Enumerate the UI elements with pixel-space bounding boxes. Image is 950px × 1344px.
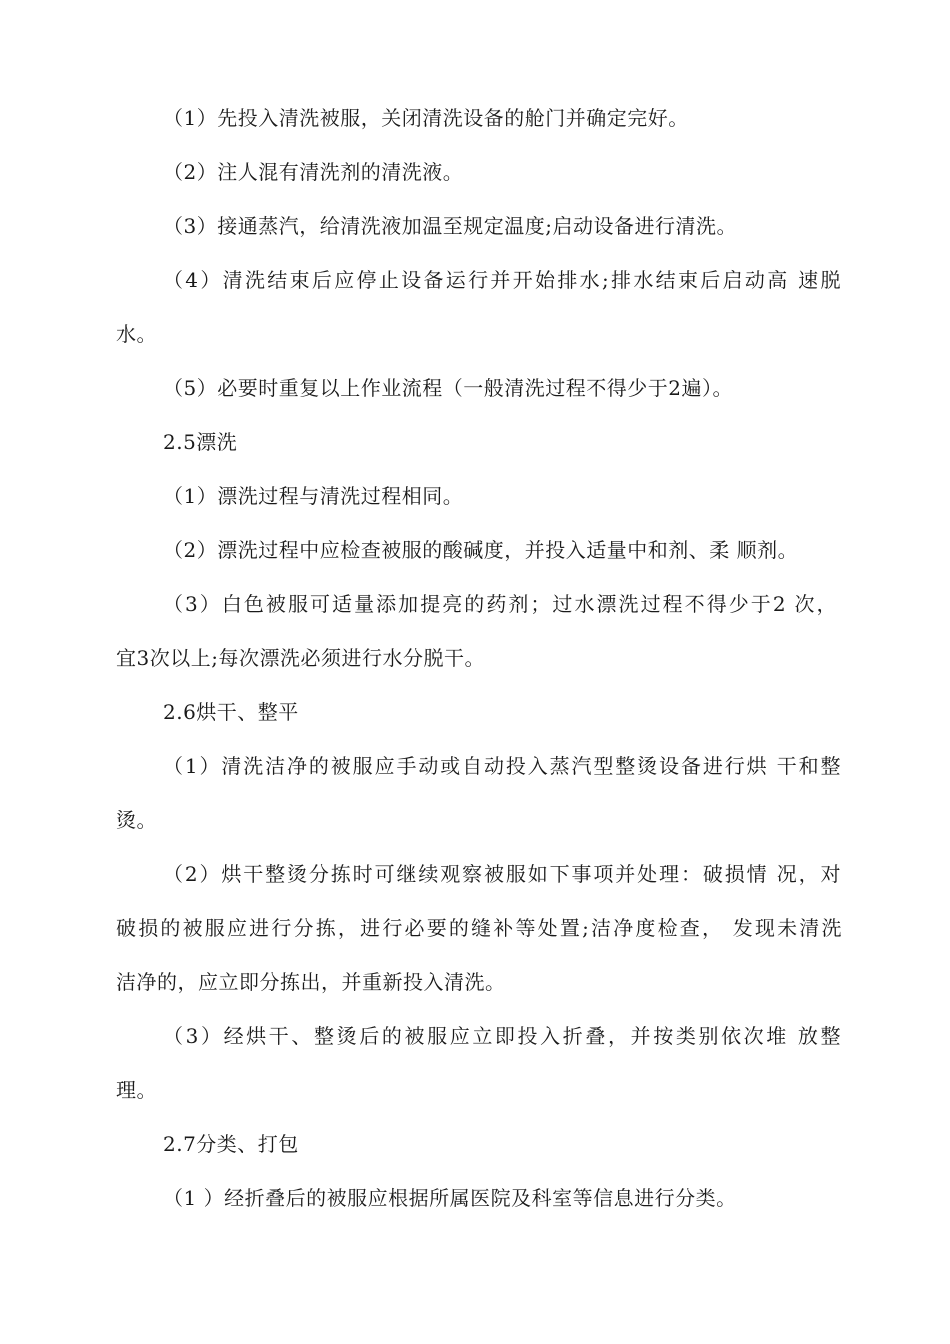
paragraph-line: （3）接通蒸汽，给清洗液加温至规定温度;启动设备进行清洗。 — [163, 214, 737, 238]
paragraph-line: 宜3次以上;每次漂洗必须进行水分脱干。 — [116, 646, 485, 670]
paragraph-line: （3）经烘干、整烫后的被服应立即投入折叠，并按类别依次堆 放整 — [163, 1024, 841, 1048]
section-heading: 2.7分类、打包 — [163, 1132, 299, 1156]
paragraph-line: 破损的被服应进行分拣，进行必要的缝补等处置;洁净度检查， 发现未清洗 — [116, 916, 842, 940]
paragraph-line: （2）注人混有清洗剂的清洗液。 — [163, 160, 464, 184]
paragraph-line: （4）清洗结束后应停止设备运行并开始排水;排水结束后启动高 速脱 — [163, 268, 841, 292]
paragraph-line: 烫。 — [116, 808, 157, 832]
paragraph-line: 理。 — [116, 1078, 157, 1102]
section-heading: 2.6烘干、整平 — [163, 700, 299, 724]
paragraph-line: 水。 — [116, 322, 157, 346]
paragraph-line: （2）烘干整烫分拣时可继续观察被服如下事项并处理：破损情 况，对 — [163, 862, 841, 886]
paragraph-line: （5）必要时重复以上作业流程（一般清洗过程不得少于2遍）。 — [163, 376, 733, 400]
paragraph-line: （1 ）经折叠后的被服应根据所属医院及科室等信息进行分类。 — [163, 1186, 737, 1210]
paragraph-line: （1）漂洗过程与清洗过程相同。 — [163, 484, 464, 508]
paragraph-line: 洁净的，应立即分拣出，并重新投入清洗。 — [116, 970, 506, 994]
paragraph-line: （2）漂洗过程中应检查被服的酸碱度，并投入适量中和剂、柔 顺剂。 — [163, 538, 799, 562]
paragraph-line: （1）先投入清洗被服，关闭清洗设备的舱门并确定完好。 — [163, 106, 689, 130]
paragraph-line: （3）白色被服可适量添加提亮的药剂；过水漂洗过程不得少于2 次， — [163, 592, 837, 616]
section-heading: 2.5漂洗 — [163, 430, 238, 454]
paragraph-line: （1）清洗洁净的被服应手动或自动投入蒸汽型整烫设备进行烘 干和整 — [163, 754, 841, 778]
